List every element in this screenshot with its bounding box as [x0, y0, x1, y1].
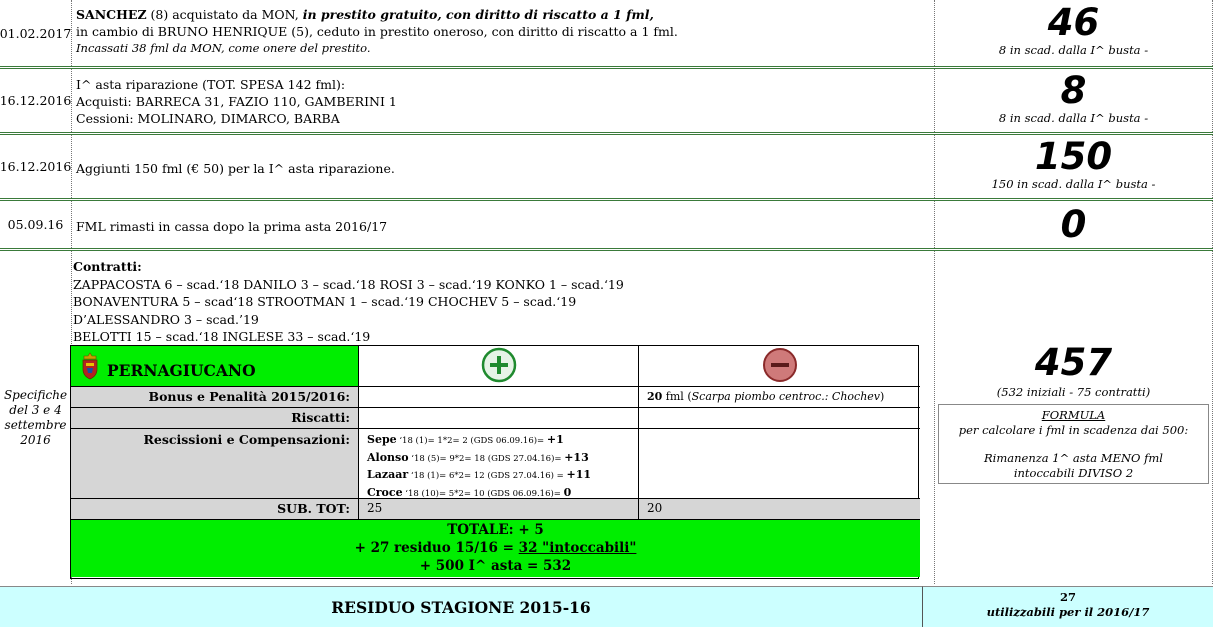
entry-description	[72, 4, 934, 59]
entry-description	[72, 216, 934, 237]
formula-box	[938, 404, 1209, 484]
contratto-line: ZAPPACOSTA 6 – scad.‘18 DANILO 3 – scad.‘18 ROSI 3 – scad.‘19 KONKO 1 – scad.‘19	[73, 276, 624, 292]
entry-text: I^ asta riparazione (TOT. SPESA 142 fml):	[76, 77, 346, 92]
minus-column-header	[639, 346, 920, 387]
formula-line: intoccabili DIVISO 2	[1013, 465, 1134, 480]
entry-value: 0	[1060, 203, 1087, 246]
totale-block	[71, 520, 920, 577]
entry-emphasis: in prestito gratuito, con diritto di riscatto a 1 fml,	[302, 7, 654, 22]
team-name: PERNAGIUCANO	[107, 360, 256, 380]
entry-description	[72, 74, 934, 129]
entry-value: 46	[1047, 1, 1100, 44]
entry-note: Incassati 38 fml da MON, come onere del prestito.	[76, 41, 371, 55]
footer-value-cell	[922, 586, 1213, 627]
entry-text: Cessioni: MOLINARO, DIMARCO, BARBA	[76, 111, 340, 126]
entry-row-4	[0, 201, 1213, 248]
entry-row-1	[0, 0, 1213, 66]
entry-value-note: 150 in scad. dalla I^ busta -	[991, 177, 1156, 191]
entry-date: 16.12.2016	[0, 69, 72, 132]
entry-text: (8) acquistato da MON,	[146, 7, 303, 22]
footer-title-text: RESIDUO STAGIONE 2015-16	[331, 597, 591, 617]
contratti-block	[69, 256, 931, 348]
entry-date: 16.12.2016	[0, 135, 72, 198]
bonus-label: Bonus e Penalità 2015/2016:	[71, 387, 359, 408]
label-line: settembre	[4, 417, 67, 432]
totale-line: + 500 I^ asta = 532	[419, 558, 572, 574]
subtot-label: SUB. TOT:	[71, 499, 359, 520]
label-line: del 3 e 4	[9, 402, 62, 417]
footer-note: utilizzabili per il 2016/17	[986, 605, 1150, 619]
rescissione-item	[367, 467, 638, 485]
rescissione-detail: ‘18 (10)= 5*2= 10 (GDS 06.09.16)=	[402, 488, 564, 499]
label-line: Specifiche	[3, 387, 68, 402]
rescissione-detail: ‘18 (1)= 1*2= 2 (GDS 06.09.16)=	[396, 436, 547, 446]
entry-text: FML rimasti in cassa dopo la prima asta 2016/17	[76, 219, 388, 234]
rescissioni-plus-cell	[359, 429, 639, 499]
footer-value: 27	[1059, 590, 1076, 604]
specifiche-label	[0, 251, 72, 584]
contratti-title: Contratti:	[73, 259, 142, 274]
riscatti-plus-cell	[359, 408, 639, 429]
formula-title: FORMULA	[1041, 408, 1106, 422]
entry-value-note: 8 in scad. dalla I^ busta -	[998, 43, 1149, 57]
rescissione-result: +11	[566, 468, 592, 481]
intoccabili-value: 32 "intoccabili"	[518, 540, 637, 556]
entry-date: 01.02.2017	[0, 0, 72, 66]
plus-circle-icon	[481, 347, 517, 386]
team-header	[71, 346, 359, 387]
label-line: 2016	[20, 432, 51, 447]
bonus-minus-text: )	[880, 390, 885, 403]
formula-line: per calcolare i fml in scadenza dai 500:	[958, 422, 1189, 437]
entry-value-cell	[934, 135, 1213, 198]
minus-circle-icon	[762, 347, 798, 386]
entry-value: 8	[1060, 69, 1087, 112]
bonus-minus-text: fml (	[662, 390, 692, 403]
formula-line: Rimanenza 1^ asta MENO fml	[984, 451, 1163, 465]
contratto-line: BELOTTI 15 – scad.‘18 INGLESE 33 – scad.‘19	[73, 329, 371, 344]
entry-description	[72, 158, 934, 179]
entry-text: in cambio di BRUNO HENRIQUE (5), ceduto in prestito oneroso, con diritto di riscatto a 1 fml.	[76, 24, 678, 39]
subtot-plus: 25	[359, 499, 639, 520]
plus-column-header	[359, 346, 639, 387]
bonus-minus-value: 20	[647, 390, 663, 403]
contratto-line: D’ALESSANDRO 3 – scad.’19	[73, 311, 259, 327]
rescissioni-label: Rescissioni e Compensazioni:	[71, 429, 359, 499]
rescissione-player: Croce	[367, 485, 403, 499]
rescissioni-minus-cell	[639, 429, 920, 499]
entry-row-2	[0, 69, 1213, 132]
entry-date: 05.09.16	[0, 201, 72, 248]
entry-value: 150	[1034, 135, 1113, 178]
entry-text: Acquisti: BARRECA 31, FAZIO 110, GAMBERINI 1	[76, 94, 397, 109]
entry-row-3	[0, 135, 1213, 198]
specifiche-value: 457	[1034, 341, 1113, 384]
rescissione-player: Alonso	[367, 450, 409, 464]
totale-line: TOTALE: + 5	[447, 522, 544, 538]
rescissione-result: +13	[564, 450, 589, 464]
rescissione-item	[367, 450, 638, 468]
riscatti-label: Riscatti:	[71, 408, 359, 429]
totale-line	[71, 539, 920, 557]
entry-value-cell	[934, 201, 1213, 248]
rescissione-player: Sepe	[367, 433, 397, 446]
rescissione-result: +1	[546, 433, 564, 446]
rescissione-player: Lazaar	[367, 468, 409, 481]
player-name: SANCHEZ	[76, 7, 147, 22]
pernagiucano-table	[70, 345, 919, 579]
entry-value-note: 8 in scad. dalla I^ busta -	[998, 111, 1149, 125]
contratto-line: BONAVENTURA 5 – scad‘18 STROOTMAN 1 – scad.‘19 CHOCHEV 5 – scad.‘19	[73, 294, 577, 309]
entry-text: Aggiunti 150 fml (€ 50) per la I^ asta riparazione.	[76, 161, 395, 176]
entry-value-cell	[934, 69, 1213, 132]
footer-title	[0, 586, 922, 627]
rescissione-result: 0	[563, 485, 572, 499]
rescissione-detail: ‘18 (1)= 6*2= 12 (GDS 27.04.16) =	[408, 471, 567, 481]
totale-text: + 27 residuo 15/16 =	[354, 540, 519, 556]
specifiche-value-note: (532 iniziali - 75 contratti)	[996, 385, 1151, 399]
bonus-plus-cell	[359, 387, 639, 408]
riscatti-minus-cell	[639, 408, 920, 429]
entry-value-cell	[934, 0, 1213, 66]
bonus-minus-cell	[639, 387, 920, 408]
rescissione-item	[367, 432, 638, 450]
specifiche-value-cell	[934, 251, 1213, 584]
crest-icon	[81, 352, 99, 380]
rescissione-detail: ‘18 (5)= 9*2= 18 (GDS 27.04.16)=	[408, 453, 565, 464]
subtot-minus: 20	[639, 499, 920, 520]
bonus-minus-note: Scarpa piombo centroc.: Chochev	[691, 390, 881, 403]
